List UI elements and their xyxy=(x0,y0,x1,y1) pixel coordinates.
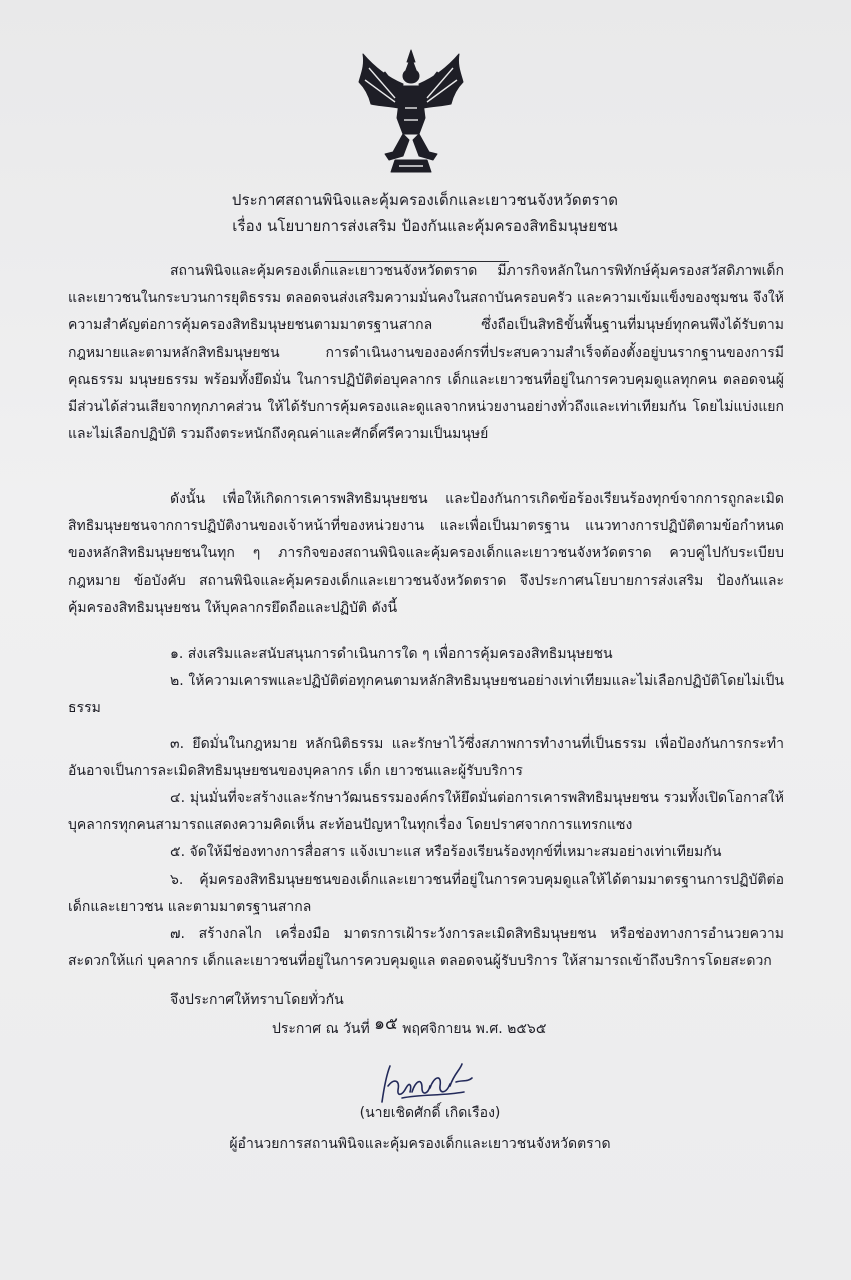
policy-list xyxy=(68,641,784,975)
closing-statement: จึงประกาศให้ทราบโดยทั่วกัน xyxy=(170,992,344,1008)
policy-item: ๒. ให้ความเคารพและปฏิบัติต่อทุกคนตามหลักสิทธิมนุษยชนอย่างเท่าเทียมและไม่เลือกปฏิบัติโดยไม่เป็นธรรม xyxy=(68,673,784,717)
date-prefix: ประกาศ ณ วันที่ xyxy=(272,1021,370,1037)
signer-title: ผู้อำนวยการสถานพินิจและคุ้มครองเด็กและเยาวชนจังหวัดตราด xyxy=(229,1136,611,1152)
announcement-subject: เรื่อง นโยบายการส่งเสริม ป้องกันและคุ้มครองสิทธิมนุษยชน xyxy=(232,217,618,235)
policy-item: ๑. ส่งเสริมและสนับสนุนการดำเนินการใด ๆ เพื่อการคุ้มครองสิทธิมนุษยชน xyxy=(170,646,613,662)
policy-item: ๔. มุ่นมั่นที่จะสร้างและรักษาวัฒนธรรมองค์กรให้ยึดมั่นต่อการเคารพสิทธิมนุษยชน รวมทั้งเปิดโอกาสให้บุคลากรทุกคนสามารถแสดงความคิดเห็น สะท้อนปัญหาในทุกเรื่อง โดยปราศจากการแทรกแซง xyxy=(68,790,784,834)
policy-item: ๗. สร้างกลไก เครื่องมือ มาตรการเฝ้าระวังการละเมิดสิทธิมนุษยชน หรือช่องทางการอำนวยความสะดวกให้แก่ บุคลากร เด็กและเยาวชนที่อยู่ในการควบคุมดูแล ตลอดจนผู้รับบริการ ให้สามารถเข้าถึงบริการโดยสะดวก xyxy=(68,926,784,970)
garuda-emblem-icon xyxy=(355,48,467,176)
policy-statement-paragraph: ดังนั้น เพื่อให้เกิดการเคารพสิทธิมนุษยชน และป้องกันการเกิดข้อร้องเรียนร้องทุกข์จากการถูกละเมิดสิทธิมนุษยชนจากการปฏิบัติงานของเจ้าหน้าที่ของหน่วยงาน และเพื่อเป็นมาตรฐาน แนวทางการปฏิบัติตามข้อกำหนดของหลักสิทธิมนุษยชนในทุก ๆ ภารกิจของสถานพินิจและคุ้มครองเด็กและเยาวชนจังหวัดตราด ควบคู่ไปกับระเบียบ กฎหมาย ข้อบังคับ สถานพินิจและคุ้มครองเด็กและเยาวชนจังหวัดตราด จึงประกาศนโยบายการส่งเสริม ป้องกันและคุ้มครองสิทธิมนุษยชน ให้บุคลากรยึดถือและปฏิบัติ ดังนี้ xyxy=(68,491,784,616)
signer-name: (นายเชิดศักดิ์ เกิดเรือง) xyxy=(359,1105,501,1121)
policy-item: ๖. คุ้มครองสิทธิมนุษยชนของเด็กและเยาวชนที่อยู่ในการควบคุมดูแลให้ได้ตามมาตรฐานการปฏิบัติต่อเด็กและเยาวชน และตามมาตรฐานสากล xyxy=(68,871,784,915)
announcement-date xyxy=(272,1015,546,1042)
announcement-title: ประกาศสถานพินิจและคุ้มครองเด็กและเยาวชนจังหวัดตราด xyxy=(231,191,619,209)
date-day: ๑๕ xyxy=(374,1014,398,1034)
intro-paragraph: สถานพินิจและคุ้มครองเด็กและเยาวชนจังหวัดตราด มีภารกิจหลักในการพิทักษ์คุ้มครองสวัสดิภาพเด็กและเยาวชนในกระบวนการยุติธรรม ตลอดจนส่งเสริมความมั่นคงในสถาบันครอบครัว และความเข้มแข็งของชุมชน จึงให้ความสำคัญต่อการคุ้มครองสิทธิมนุษยชนตามมาตรฐานสากล ซึ่งถือเป็นสิทธิขั้นพื้นฐานที่มนุษย์ทุกคนพึงได้รับตามกฎหมายและตามหลักสิทธิมนุษยชน การดำเนินงานขององค์กรที่ประสบความสำเร็จต้องตั้งอยู่บนรากฐานของการมีคุณธรรม มนุษยธรรม พร้อมทั้งยึดมั่น ในการปฏิบัติต่อบุคลากร เด็กและเยาวชนที่อยู่ในการควบคุมดูแลทุกคน ตลอดจนผู้มีส่วนได้ส่วนเสียจากทุกภาคส่วน ให้ได้รับการคุ้มครองและดูแลจากหน่วยงานอย่างทั่วถึงและเท่าเทียมกัน โดยไม่แบ่งแยกและไม่เลือกปฏิบัติ รวมถึงตระหนักถึงคุณค่าและศักดิ์ศรีความเป็นมนุษย์ xyxy=(68,263,784,443)
date-month-year: พฤศจิกายน พ.ศ. ๒๕๖๕ xyxy=(402,1021,547,1037)
policy-item: ๕. จัดให้มีช่องทางการสื่อสาร แจ้งเบาะแส หรือร้องเรียนร้องทุกข์ที่เหมาะสมอย่างเท่าเทียมกัน xyxy=(170,844,722,861)
policy-item: ๓. ยึดมั่นในกฎหมาย หลักนิติธรรม และรักษาไว้ซึ่งสภาพการทำงานที่เป็นธรรม เพื่อป้องกันการกระทำอันอาจเป็นการละเมิดสิทธิมนุษยชนของบุคลากร เด็ก เยาวชนและผู้รับบริการ xyxy=(68,735,784,779)
